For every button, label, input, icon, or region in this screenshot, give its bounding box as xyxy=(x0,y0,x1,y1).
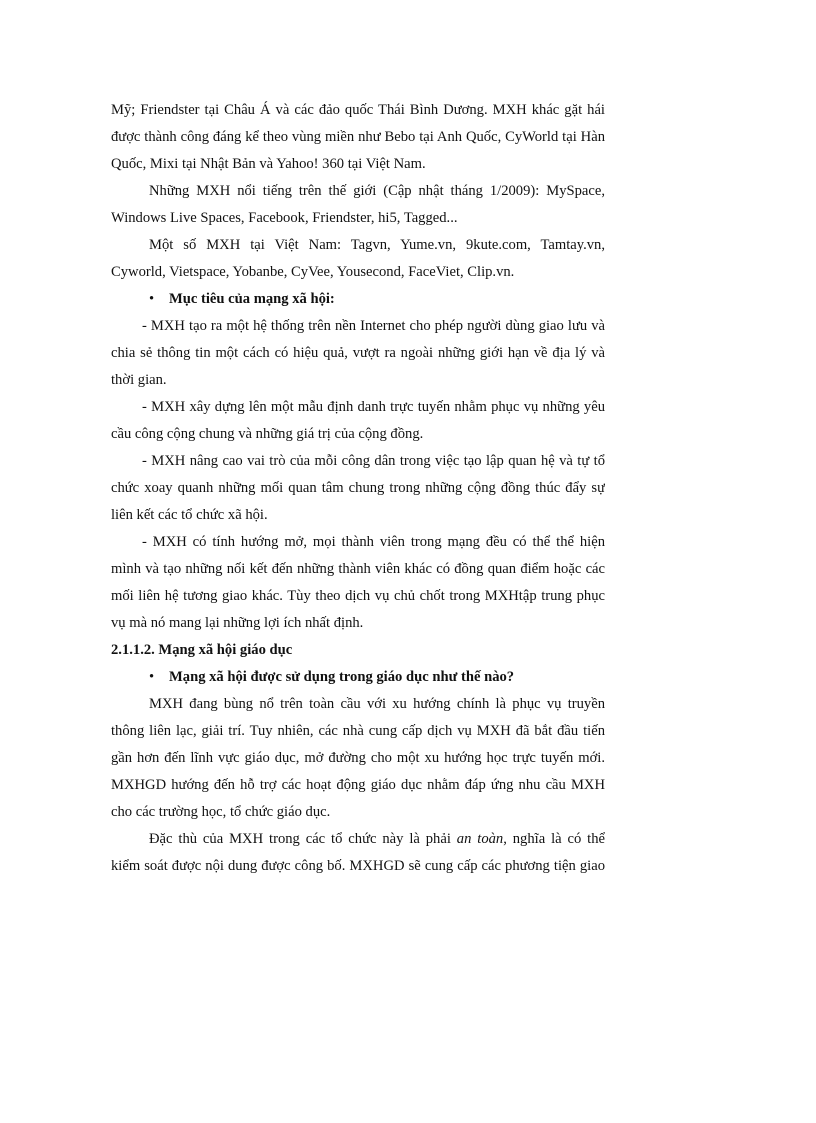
paragraph-continuation xyxy=(111,97,605,178)
text-line: kiểm soát được nội dung được công bố. MXHGD sẽ cung cấp các phương tiện giao xyxy=(111,858,605,874)
text-line: - MXH nâng cao vai trò của mỗi công dân trong việc tạo lập quan hệ và tự tổ xyxy=(142,453,605,469)
paragraph-vietnam-networks xyxy=(111,232,605,286)
emphasis-text: an toàn xyxy=(456,831,504,847)
list-item xyxy=(111,394,605,448)
text-line: mối liên hệ tương giao khác. Tùy theo dịch vụ chủ chốt trong MXHtập trung phục xyxy=(111,588,605,604)
text-line: thời gian. xyxy=(111,372,167,388)
text-line: - MXH có tính hướng mở, mọi thành viên trong mạng đều có thể thể hiện xyxy=(142,534,605,550)
text-line: Cyworld, Vietspace, Yobanbe, CyVee, Yousecond, FaceViet, Clip.vn. xyxy=(111,264,515,280)
text-line: vụ mà nó mang lại những lợi ích nhất định. xyxy=(111,615,364,631)
text-line: thông liên lạc, giải trí. Tuy nhiên, các nhà cung cấp dịch vụ MXH đã bắt đầu tiến xyxy=(111,723,605,739)
list-item xyxy=(111,313,605,394)
text-line: cho các trường học, tổ chức giáo dục. xyxy=(111,804,331,820)
text-line: Quốc, Mixi tại Nhật Bản và Yahoo! 360 tại Việt Nam. xyxy=(111,156,426,172)
text-line: - MXH tạo ra một hệ thống trên nền Internet cho phép người dùng giao lưu và xyxy=(142,318,605,334)
goals-list xyxy=(111,313,605,637)
section-heading: 2.1.1.2. Mạng xã hội giáo dục xyxy=(111,642,293,658)
bullet-heading-education xyxy=(111,664,605,691)
paragraph-famous-networks xyxy=(111,178,605,232)
text-line: được thành công đáng kể theo vùng miền như Bebo tại Anh Quốc, CyWorld tại Hàn xyxy=(111,129,605,145)
text-line: Mỹ; Friendster tại Châu Á và các đảo quốc Thái Bình Dương. MXH khác gặt hái xyxy=(111,102,605,118)
bullet-icon: • xyxy=(149,291,155,307)
text-line xyxy=(111,826,605,853)
bullet-heading-text: Mạng xã hội được sử dụng trong giáo dục như thế nào? xyxy=(169,669,515,685)
document-page xyxy=(111,97,605,880)
text-span: Đặc thù của MXH trong các tổ chức này là phải xyxy=(149,831,457,847)
paragraph-education-trend xyxy=(111,691,605,826)
list-item xyxy=(111,448,605,529)
text-span: , nghĩa là có thể xyxy=(503,831,605,847)
text-line: Những MXH nổi tiếng trên thế giới (Cập nhật tháng 1/2009): MySpace, xyxy=(149,183,605,199)
text-line: chia sẻ thông tin một cách có hiệu quả, vượt ra ngoài những giới hạn về địa lý và xyxy=(111,345,605,361)
text-line: mình và tạo những nối kết đến những thành viên khác có đồng quan điểm hoặc các xyxy=(111,561,605,577)
text-line: Windows Live Spaces, Facebook, Friendster, hi5, Tagged... xyxy=(111,210,458,226)
text-line: gần hơn đến lĩnh vực giáo dục, mở đường cho một xu hướng học trực tuyến mới. xyxy=(111,750,605,766)
paragraph-education-safety xyxy=(111,826,605,880)
bullet-icon: • xyxy=(149,669,155,685)
text-line: MXHGD hướng đến hỗ trợ các hoạt động giáo dục nhằm đáp ứng nhu cầu MXH xyxy=(111,777,605,793)
text-line: Một số MXH tại Việt Nam: Tagvn, Yume.vn, 9kute.com, Tamtay.vn, xyxy=(149,237,605,253)
text-line: - MXH xây dựng lên một mẫu định danh trực tuyến nhằm phục vụ những yêu xyxy=(142,399,605,415)
bullet-heading-goals xyxy=(111,286,605,313)
bullet-heading-text: Mục tiêu của mạng xã hội: xyxy=(169,291,335,307)
list-item xyxy=(111,529,605,637)
text-line: chức xoay quanh những mối quan tâm chung trong những cộng đồng thúc đẩy sự xyxy=(111,480,605,496)
text-line: cầu công cộng chung và những giá trị của cộng đồng. xyxy=(111,426,424,442)
text-line: liên kết các tổ chức xã hội. xyxy=(111,507,268,523)
text-line: MXH đang bùng nổ trên toàn cầu với xu hướng chính là phục vụ truyền xyxy=(149,696,605,712)
